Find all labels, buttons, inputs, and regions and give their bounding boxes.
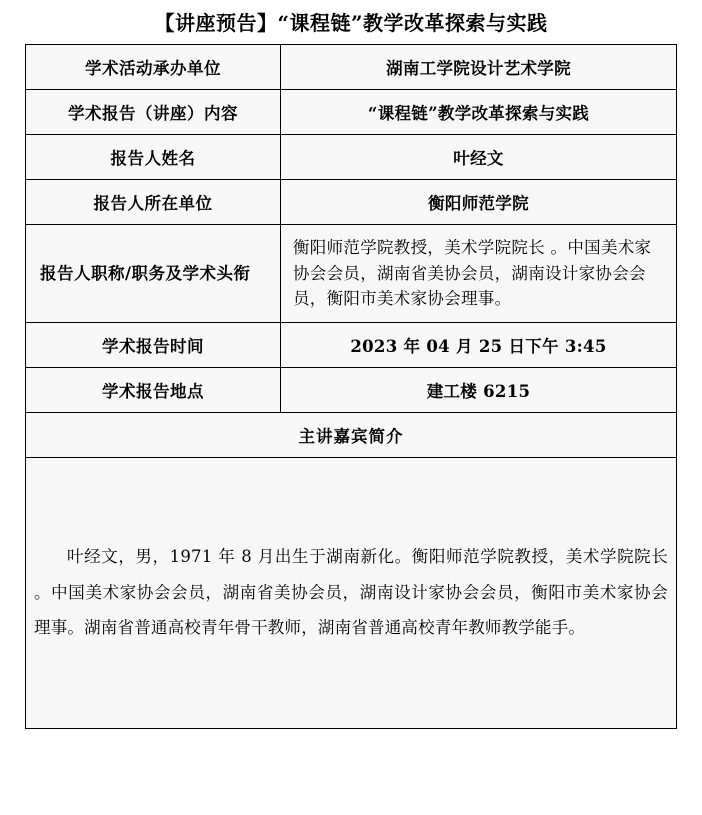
row-label-speaker-title: 报告人职称/职务及学术头衔 <box>26 225 281 323</box>
row-label-speaker-name: 报告人姓名 <box>26 135 281 180</box>
row-value-time: 2023 年 04 月 25 日下午 3:45 <box>281 322 677 367</box>
table-row <box>26 367 677 412</box>
table-row <box>26 180 677 225</box>
row-value-speaker-unit: 衡阳师范学院 <box>281 180 677 225</box>
row-label-host-unit: 学术活动承办单位 <box>26 45 281 90</box>
row-value-location: 建工楼 6215 <box>281 367 677 412</box>
table-row <box>26 90 677 135</box>
row-label-topic: 学术报告（讲座）内容 <box>26 90 281 135</box>
page-title: 【讲座预告】“课程链”教学改革探索与实践 <box>154 11 548 35</box>
row-label-speaker-unit: 报告人所在单位 <box>26 180 281 225</box>
lecture-info-table <box>25 44 677 729</box>
row-value-topic: “课程链”教学改革探索与实践 <box>281 90 677 135</box>
biography-cell <box>26 457 677 728</box>
row-label-location: 学术报告地点 <box>26 367 281 412</box>
biography-text: 叶经文，男，1971 年 8 月出生于湖南新化。衡阳师范学院教授，美术学院院长 。中国美术家协会会员，湖南省美协会员，湖南设计家协会会员，衡阳市美术家协会理事。湖南省普通高校青年骨干教师，湖南省普通高校青年教师教学能手。 <box>34 547 668 638</box>
table-row <box>26 412 677 457</box>
row-value-speaker-title: 衡阳师范学院教授，美术学院院长 。中国美术家协会会员，湖南省美协会员，湖南设计家协会会员，衡阳市美术家协会理事。 <box>281 225 677 323</box>
table-row <box>26 457 677 728</box>
row-value-speaker-name: 叶经文 <box>281 135 677 180</box>
table-row <box>26 225 677 323</box>
table-row <box>26 322 677 367</box>
section-heading-speaker-bio: 主讲嘉宾简介 <box>26 412 677 457</box>
table-row <box>26 45 677 90</box>
row-label-time: 学术报告时间 <box>26 322 281 367</box>
row-value-host-unit: 湖南工学院设计艺术学院 <box>281 45 677 90</box>
table-row <box>26 135 677 180</box>
